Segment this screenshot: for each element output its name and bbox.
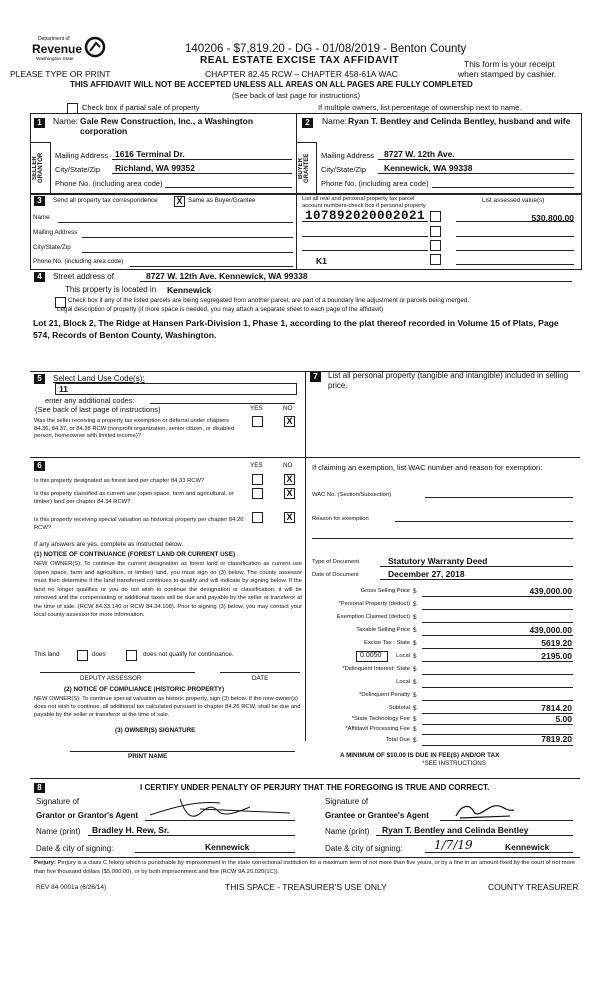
notice-continuance-body: NEW OWNER(S): To continue the current designation as forest land or classification as current use (open space, farm and agriculture, or timber) land, you must sign on (3) below. The county assessor must then determine if the land transferred continues to qualify and will indicate by signing below. If the land no longer qualifies or you do not wish to continue the designation or classification, it will be removed and the compensating or additional taxes will be due and payable by the seller or transferor at the time of sale. (RCW 84.33.140 or RCW 84.34.108). Prior to signing (3) below, you may contact your local county assessor for more information.: [34, 561, 302, 618]
if-yes-note: If any answers are yes, complete as instructed below.: [34, 541, 184, 548]
tech-fee-label: *State Technology Fee: [351, 716, 410, 722]
forest-no-checkbox[interactable]: X: [284, 474, 295, 485]
delinquent-local-label: Local: [396, 679, 410, 685]
buyer-name-label: Name:: [322, 116, 348, 126]
buyer-side-label: BUYER GRANTEE: [298, 153, 310, 183]
delinquent-penalty-dollar: $: [413, 692, 417, 699]
forest-yes-checkbox[interactable]: [252, 474, 263, 485]
seller-mailing-label: Mailing Address: [55, 151, 108, 160]
section-2-number: 2: [302, 118, 313, 128]
treasurer-use-note: THIS SPACE - TREASURER'S USE ONLY: [225, 882, 387, 892]
gross-dollar: $: [413, 588, 417, 595]
see-back-note: (See back of last page for instructions): [232, 91, 360, 100]
grantor-date-label: Date & city of signing:: [36, 844, 114, 853]
excise-state-value: 5619.20: [541, 638, 572, 648]
print-name-label: PRINT NAME: [128, 753, 168, 760]
exemption-dollar: $: [413, 614, 417, 621]
personal-deduct-label: *Personal Property (deduct): [338, 601, 410, 607]
form-revision: REV 84 0001a (6/26/14): [36, 884, 107, 891]
excise-dollar: $: [413, 640, 417, 647]
delinquent-penalty-label: *Delinquent Penalty: [359, 692, 410, 698]
legal-description-label: Legal description of property (if more space is needed, you may attach a separate sheet to each page of the affidavit): [57, 306, 384, 313]
section-1-number: 1: [34, 118, 45, 128]
sec3-name-label: Name: [33, 214, 50, 221]
current-use-question: Is this property classified as current use (open space, farm and agricultural, or timber) land per chapter 84.34 RCW?: [34, 491, 234, 505]
minimum-fee-note: A MINIMUM OF $10.00 IS DUE IN FEE(S) AND/OR TAX: [340, 752, 500, 759]
sec6-no-header: NO: [283, 462, 293, 469]
partial-sale-label: Check box if partial sale of property: [82, 103, 200, 112]
send-correspondence-label: Send all property tax correspondence: [53, 197, 158, 204]
parcel-4-personal-checkbox[interactable]: [430, 254, 441, 265]
parcel-header-1: List all real and personal property tax parcel: [302, 196, 415, 202]
grantee-agent-label: Grantee or Grantee's Agent: [325, 811, 429, 820]
section-4-number: 4: [34, 272, 45, 282]
wac-label: WAC No. (Section/Subsection): [312, 492, 392, 498]
perjury-text: Perjury is a class C felony which is punishable by imprisonment in the state correctional institution for a maximum term of not more than five years, or by a fine in an amount fixed by the court of not more than five thousand dollars ($5,000.00), or by both imprisonment and fine (RCW 9A.20.020(1C)).: [34, 860, 575, 875]
please-type: PLEASE TYPE OR PRINT: [10, 69, 111, 79]
grantor-agent-label: Grantor or Grantor's Agent: [36, 811, 139, 820]
sec6-yes-header: YES: [250, 462, 263, 469]
buyer-name: Ryan T. Bentley and Celinda Bentley, husband and wife: [348, 116, 571, 126]
this-land-label: This land: [34, 651, 60, 658]
multiple-owners-note: If multiple owners, list percentage of ownership next to name.: [318, 103, 522, 112]
perjury-note: [34, 859, 578, 876]
doc-date: December 27, 2018: [388, 569, 465, 579]
doc-type: Statutory Warranty Deed: [388, 556, 488, 566]
receipt-note-2: when stamped by cashier.: [458, 69, 557, 79]
parcel-header-2: account numbers-check box if personal property: [302, 203, 426, 209]
seller-name-label: Name:: [53, 116, 79, 126]
certify-statement: I CERTIFY UNDER PENALTY OF PERJURY THAT THE FOREGOING IS TRUE AND CORRECT.: [140, 783, 490, 792]
total-dollar: $: [413, 737, 417, 744]
grantor-printed-name: Bradley H. Rew, Sr.: [92, 825, 170, 835]
section-7-number: 7: [310, 372, 321, 382]
sec5-yes-header: YES: [250, 405, 263, 412]
subtotal-label: Subtotal: [388, 705, 410, 711]
land-does-not-checkbox[interactable]: [126, 650, 137, 661]
forest-land-question: Is this property designated as forest land per chapter 84.33 RCW?: [34, 478, 205, 484]
perjury-label: Perjury:: [34, 860, 56, 866]
parcel-3-personal-checkbox[interactable]: [430, 240, 441, 251]
current-use-yes-checkbox[interactable]: [252, 488, 263, 499]
buyer-city: Kennewick, WA 99338: [384, 163, 473, 173]
local-rate: 0.0050: [360, 652, 382, 659]
land-use-see-back: (See back of last page of instructions): [35, 405, 161, 414]
delinquent-interest-dollar: $: [413, 666, 417, 673]
assessed-value: 530,800.00: [531, 213, 574, 223]
legal-description: Lot 21, Block 2, The Ridge at Hansen Park-Division 1, Phase 1, according to the plat thereof recorded in Volume 15 of Plats, Page 574, Records of Benton County, Washington.: [33, 318, 559, 340]
land-use-label: Select Land Use Code(s):: [53, 374, 145, 383]
grantee-printed-name: Ryan T. Bentley and Celinda Bentley: [382, 825, 529, 835]
historical-yes-checkbox[interactable]: [252, 512, 263, 523]
notice-compliance-body: NEW OWNER(S): To continue special valuation as historic property, sign (3) below. If the new owner(s) does not wish to continue, all additional tax calculated pursuant to chapter 84.26 RCW, shall be due and payable by the seller or transferor at the time of sale.: [34, 696, 301, 718]
same-as-buyer-label: Same as Buyer/Grantee: [188, 197, 256, 204]
land-use-code-field[interactable]: [55, 383, 297, 395]
see-instructions: *SEE INSTRUCTIONS: [422, 760, 487, 767]
logo-top-text: Department of: [38, 36, 70, 42]
section-5-number: 5: [34, 374, 45, 384]
total-due-value: 7819.20: [541, 734, 572, 744]
current-use-no-checkbox[interactable]: X: [284, 488, 295, 499]
affidavit-fee-label: *Affidavit Processing Fee: [345, 726, 410, 732]
notice-continuance-title: (1) NOTICE OF CONTINUANCE (FOREST LAND OR CURRENT USE): [34, 551, 236, 558]
segregated-label: Check box if any of the listed parcels are being segregated from another parcel, are part of a boundary line adjustment or parcels being merged.: [68, 297, 470, 304]
grantor-sig-label: Signature of: [36, 797, 80, 806]
notice-compliance-title: (2) NOTICE OF COMPLIANCE (HISTORIC PROPERTY): [64, 686, 225, 693]
form-title: REAL ESTATE EXCISE TAX AFFIDAVIT: [200, 55, 400, 66]
taxable-value: 439,000.00: [529, 625, 572, 635]
excise-state-label: Excise Tax : State: [364, 640, 410, 646]
county-treasurer-label: COUNTY TREASURER: [488, 882, 579, 892]
receipt-note-1: This form is your receipt: [464, 59, 555, 69]
street-address-label: Street address of: [53, 272, 114, 281]
grantor-signature: [140, 793, 300, 823]
located-in-label: This property is located in: [65, 285, 157, 294]
taxable-dollar: $: [413, 627, 417, 634]
affidavit-fee-dollar: $: [413, 726, 417, 733]
form-warning: THIS AFFIDAVIT WILL NOT BE ACCEPTED UNLESS ALL AREAS ON ALL PAGES ARE FULLY COMPLETED: [70, 80, 473, 89]
exemption-question: Was the seller receiving a property tax exemption or deferral under chapters 84.36, 84.37, or 84.38 RCW (nonprofit organization, senior citizen, or disabled person, homeowner with limited income)?: [34, 418, 235, 439]
parcel-1-personal-checkbox[interactable]: [430, 211, 441, 222]
seller-city-label: City/State/Zip: [55, 165, 101, 174]
delinquent-local-dollar: $: [413, 679, 417, 686]
sec5-yes-checkbox[interactable]: [252, 416, 263, 427]
doc-type-label: Type of Document: [312, 559, 360, 565]
personal-dollar: $: [413, 601, 417, 608]
local-label: Local: [396, 653, 410, 659]
logo-main-text: Revenue: [32, 42, 83, 56]
subtotal-dollar: $: [413, 705, 417, 712]
exemption-deduct-label: Exemption Claimed (deduct): [336, 614, 410, 620]
subtotal-value: 7814.20: [541, 703, 572, 713]
logo-bottom-text: Washington State: [36, 57, 74, 62]
grantor-name-label: Name (print): [36, 827, 81, 836]
sec5-no-checkbox[interactable]: X: [284, 416, 295, 427]
grantee-date-label: Date & city of signing:: [325, 844, 403, 853]
section-6-number: 6: [34, 461, 45, 471]
street-address: 8727 W. 12th Ave. Kennewick, WA 99338: [146, 271, 308, 281]
sec5-no-header: NO: [283, 405, 293, 412]
recording-stamp: 140206 - $7,819.20 - DG - 01/08/2019 - Benton County: [185, 43, 467, 55]
seller-mailing: 1616 Terminal Dr.: [115, 149, 185, 159]
land-does-label: does: [92, 651, 106, 658]
land-use-code: 11: [59, 384, 68, 394]
gross-value: 439,000.00: [529, 586, 572, 596]
deputy-assessor-label: DEPUTY ASSESSOR: [80, 675, 142, 682]
personal-property-label: List all personal property (tangible and intangible) included in selling price.: [328, 371, 569, 390]
sec3-city-label: City/State/Zip: [33, 244, 71, 251]
section-8-number: 8: [34, 783, 45, 793]
grantor-city: Kennewick: [205, 842, 250, 852]
taxable-label: Taxable Selling Price: [356, 627, 410, 633]
seller-side-label: SELLER GRANTOR: [32, 152, 44, 184]
located-in-city: Kennewick: [167, 285, 212, 295]
gross-label: Gross Selling Price: [360, 588, 410, 594]
revenue-logo: [30, 36, 110, 70]
buyer-city-label: City/State/Zip: [321, 165, 367, 174]
land-does-checkbox[interactable]: [77, 650, 88, 661]
historical-question: Is this property receiving special valuation as historical property per chapter 84.26 RCW?: [34, 517, 244, 531]
same-as-buyer-checkbox[interactable]: X: [174, 196, 185, 207]
owner-signature-label: (3) OWNER(S) SIGNATURE: [115, 727, 196, 734]
grantee-sig-label: Signature of: [325, 797, 369, 806]
parcel-2-personal-checkbox[interactable]: [430, 226, 441, 237]
grantee-date: 1/7/19: [434, 838, 473, 852]
additional-codes-label: enter any additional codes:: [45, 396, 135, 405]
form-chapter: CHAPTER 82.45 RCW – CHAPTER 458-61A WAC: [205, 69, 398, 79]
historical-no-checkbox[interactable]: X: [284, 512, 295, 523]
grantee-name-label: Name (print): [325, 827, 370, 836]
tech-fee-value: 5.00: [555, 714, 572, 724]
delinquent-interest-label: *Delinquent Interest: State: [342, 666, 410, 672]
parcel-k1: K1: [316, 256, 327, 266]
revenue-seal-icon: [84, 36, 106, 58]
sec3-phone-label: Phone No. (including area code): [33, 258, 124, 265]
buyer-mailing: 8727 W. 12th Ave.: [384, 149, 455, 159]
seller-phone-label: Phone No. (including area code): [55, 179, 163, 188]
section-3-number: 3: [34, 196, 45, 206]
parcel-number: 107892020002021: [305, 209, 426, 223]
assessed-header: List assessed value(s): [482, 197, 545, 204]
exemption-label: If claiming an exemption, list WAC number and reason for exemption:: [312, 463, 543, 472]
buyer-phone-label: Phone No. (including area code): [321, 179, 429, 188]
grantee-city: Kennewick: [505, 842, 550, 852]
buyer-mailing-label: Mailing Address: [321, 151, 374, 160]
doc-date-label: Date of Document: [312, 572, 359, 578]
total-due-label: Total Due: [385, 737, 410, 743]
seller-name: Gale Rew Construction, Inc., a Washington corporation: [80, 116, 254, 136]
tech-fee-dollar: $: [413, 716, 417, 723]
local-dollar: $: [413, 653, 417, 660]
seller-city: Richland, WA 99352: [115, 163, 195, 173]
sec3-mailing-label: Mailing Address: [33, 229, 78, 236]
assessor-date-label: DATE: [252, 675, 269, 682]
reason-label: Reason for exemption: [312, 516, 369, 522]
local-value: 2195.00: [541, 651, 572, 661]
land-does-not-label: does not qualify for continuance.: [143, 651, 234, 658]
